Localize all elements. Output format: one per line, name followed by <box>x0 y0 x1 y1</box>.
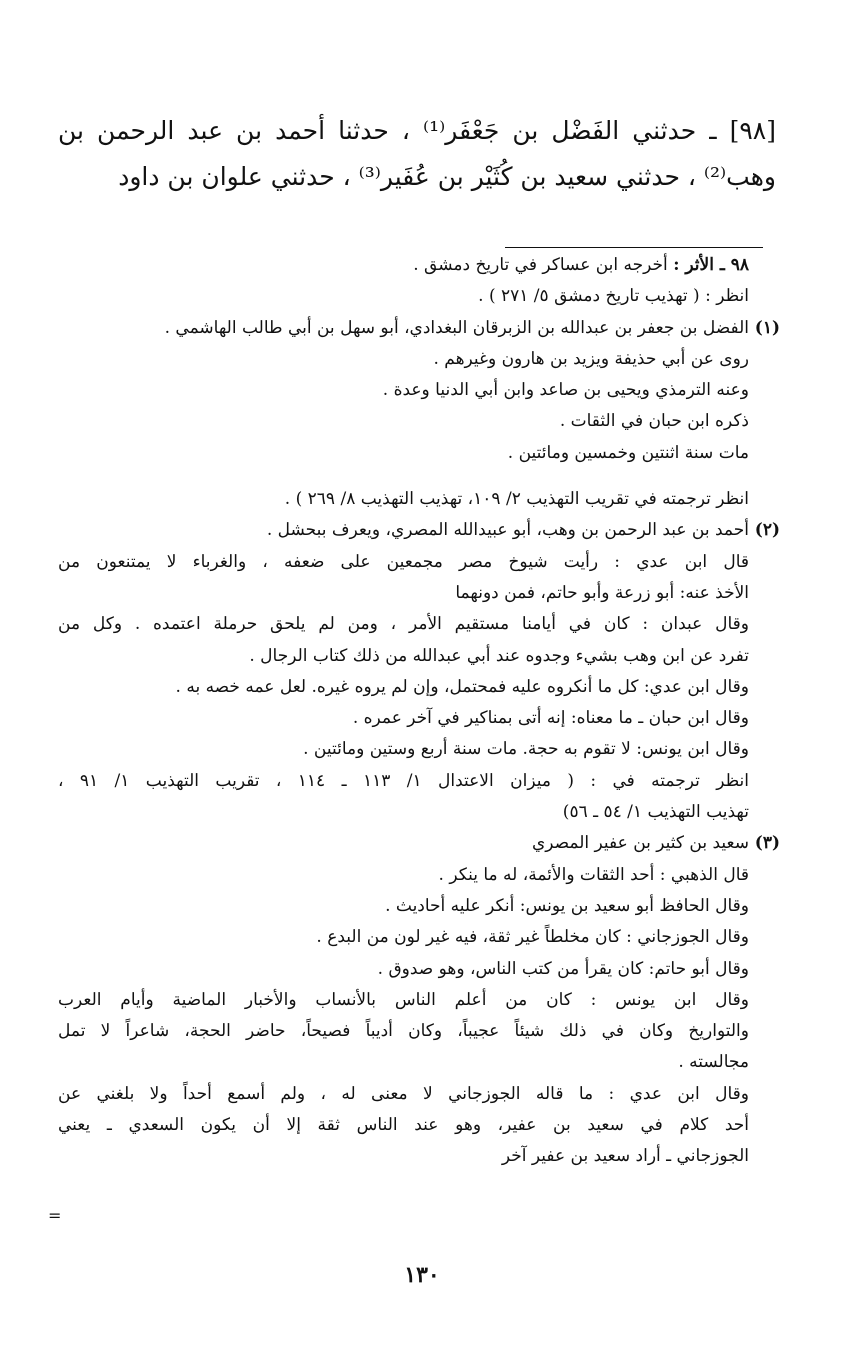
footnote-3-line: وقال ابن يونس : كان من أعلم الناس بالأنساب والأخبار الماضية وأيام العرب <box>58 989 749 1010</box>
footnote-1-line: روى عن أبي حذيفة ويزيد بن هارون وغيرهم . <box>433 348 749 369</box>
footnote-1-line: وعنه الترمذي ويحيى بن صاعد وابن أبي الدنيا وعدة . <box>382 380 749 401</box>
athar-ref: انظر : ( تهذيب تاريخ دمشق ٥/ ٢٧١ ) . <box>478 286 749 307</box>
continuation-mark: = <box>48 1206 62 1225</box>
footnote-3-line: قال الذهبي : أحد الثقات والأئمة، له ما ينكر . <box>438 864 749 885</box>
footnote-3-marker: (٣) <box>754 833 780 854</box>
footnote-separator <box>505 247 763 248</box>
footnote-3-line: مجالسته . <box>678 1052 749 1073</box>
footnote-3-line: وقال الحافظ أبو سعيد بن يونس: أنكر عليه أحاديث . <box>385 895 749 916</box>
footnote-2-first: (٢)أحمد بن عبد الرحمن بن وهب، أبو عبيدالله المصري، ويعرف ببحشل . <box>58 515 780 546</box>
footnote-2-line: قال ابن عدي : رأيت شيوخ مصر مجمعين على ضعفه ، والغرباء لا يمتنعون من <box>58 551 749 572</box>
footnote-2-line: انظر ترجمته في : ( ميزان الاعتدال ١/ ١١٣ ـ ١١٤ ، تقريب التهذيب ١/ ٩١ ، <box>58 770 749 791</box>
page-number: ١٣٠ <box>404 1262 440 1288</box>
footnote-3-first: (٣)سعيد بن كثير بن عفير المصري <box>58 828 780 859</box>
footnote-2-line: وقال ابن حبان ـ ما معناه: إنه أتى بمناكير في آخر عمره . <box>352 708 749 729</box>
footnote-3-line: والتواريخ وكان في ذلك شيئاً عجيباً، وكان أديباً فصيحاً، حاضر الحجة، شاعراً لا تمل <box>58 1021 749 1042</box>
footnote-2-line: وقال ابن يونس: لا تقوم به حجة. مات سنة أربع وستين ومائتين . <box>303 739 749 760</box>
main-line-2: وهب⁽²⁾ ، حدثني سعيد بن كُثَيْر بن عُفَير⁽³⁾ ، حدثني علوان بن داود <box>118 162 776 191</box>
footnote-2-marker: (٢) <box>754 520 780 541</box>
footnote-3-line: الجوزجاني ـ أراد سعيد بن عفير آخر <box>501 1146 749 1167</box>
footnote-2-line: تهذيب التهذيب ١/ ٥٤ ـ ٥٦) <box>562 802 749 823</box>
footnote-2-line: تفرد عن ابن وهب بشيء وجدوه عند أبي عبدالله من ذلك كتاب الرجال . <box>249 645 749 666</box>
footnote-1-line: ذكره ابن حبان في الثقات . <box>559 411 749 432</box>
footnote-2-line: وقال عبدان : كان في أيامنا مستقيم الأمر ، ومن لم يلحق حرملة اعتمده . وكل من <box>58 614 749 635</box>
athar-line <box>58 250 780 281</box>
main-line-1: [٩٨] ـ حدثني الفَضْل بن جَعْفَر⁽¹⁾ ، حدثنا أحمد بن عبد الرحمن بن <box>58 116 776 145</box>
footnote-3-line: وقال أبو حاتم: كان يقرأ من كتب الناس، وهو صدوق . <box>377 958 749 979</box>
spacer <box>58 469 780 484</box>
footnote-3-line: وقال ابن عدي : ما قاله الجوزجاني لا معنى له ، ولم أسمع أحداً ولا بلغني عن <box>58 1083 749 1104</box>
footnote-2-line: الأخذ عنه: أبو زرعة وأبو حاتم، فمن دونهما <box>455 582 749 603</box>
footnote-3-line: أحد كلام في سعيد بن عفير، وهو عند الناس ثقة إلا أن يكون السعدي ـ يعني <box>58 1115 749 1136</box>
footnote-1-first: (١)الفضل بن جعفر بن عبدالله بن الزبرقان البغدادي، أبو سهل بن أبي طالب الهاشمي . <box>58 313 780 344</box>
footnotes <box>58 250 780 1173</box>
footnote-3-line: وقال الجوزجاني : كان مخلطاً غير ثقة، فيه غير لون من البدع . <box>316 927 749 948</box>
athar-text: أخرجه ابن عساكر في تاريخ دمشق . <box>413 255 668 275</box>
athar-label: ٩٨ ـ الأثر : <box>673 255 749 275</box>
footnote-1-marker: (١) <box>754 317 780 338</box>
footnote-2-line: وقال ابن عدي: كل ما أنكروه عليه فمحتمل، وإن لم يروه غيره. لعل عمه خصه به . <box>175 676 749 697</box>
footnote-1-line: انظر ترجمته في تقريب التهذيب ٢/ ١٠٩، تهذيب التهذيب ٨/ ٢٦٩ ) . <box>284 489 749 510</box>
footnote-1-line: مات سنة اثنتين وخمسين ومائتين . <box>507 442 749 463</box>
main-text <box>58 108 776 200</box>
